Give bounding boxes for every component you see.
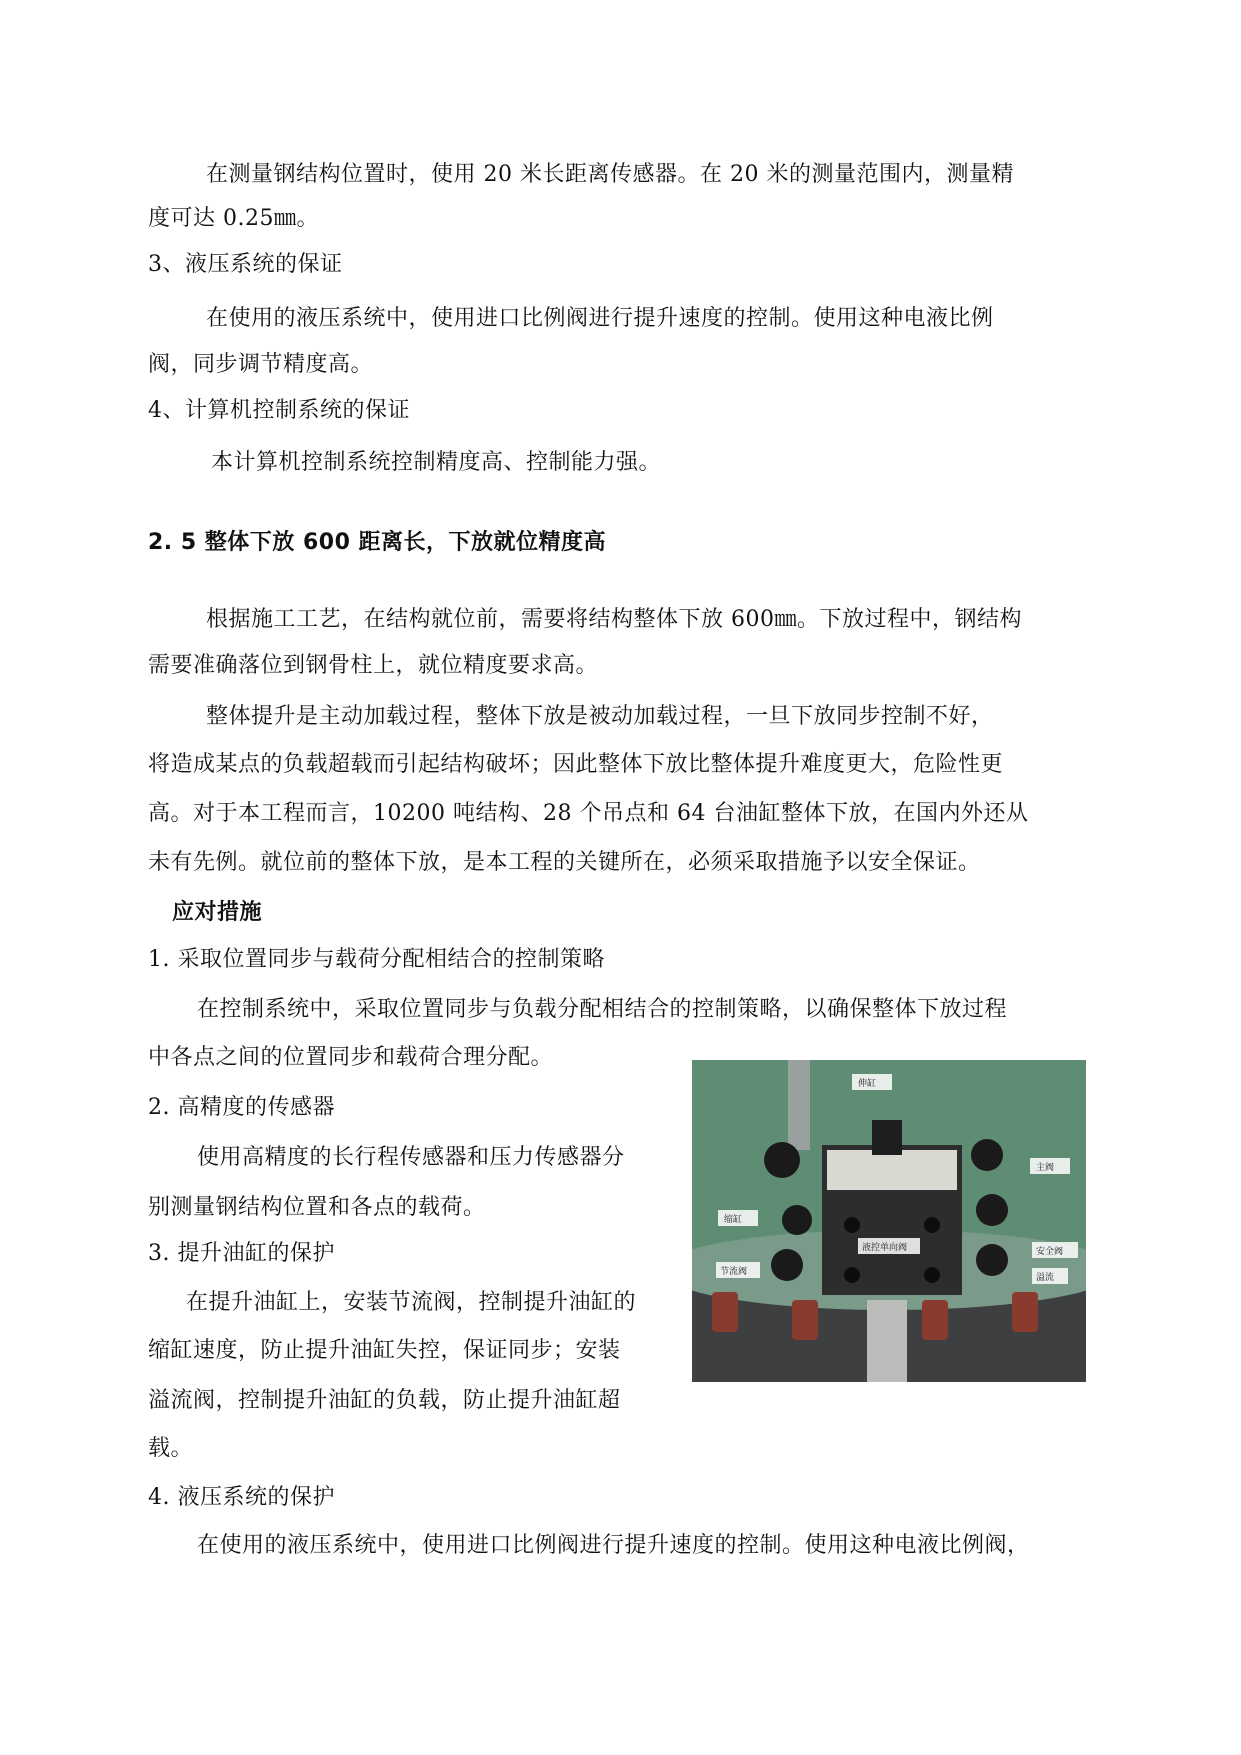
photo-label-center: 液控单向阀 bbox=[862, 1243, 908, 1253]
valve-block-illustration bbox=[692, 1060, 1086, 1382]
paragraph-line: 中各点之间的位置同步和载荷合理分配。 bbox=[148, 1045, 554, 1070]
numbered-heading: 4、计算机控制系统的保证 bbox=[148, 398, 410, 423]
paragraph-line: 未有先例。就位前的整体下放，是本工程的关键所在，必须采取措施予以安全保证。 bbox=[148, 850, 981, 875]
section-heading: 2. 5 整体下放 600 距离长，下放就位精度高 bbox=[148, 530, 607, 555]
paragraph-line: 将造成某点的负载超载而引起结构破坏；因此整体下放比整体提升难度更大，危险性更 bbox=[148, 752, 1004, 777]
photo-label-top: 伸缸 bbox=[858, 1079, 877, 1089]
paragraph-line: 缩缸速度，防止提升油缸失控，保证同步；安装 bbox=[148, 1338, 621, 1363]
photo-label-left-low: 节流阀 bbox=[720, 1267, 748, 1277]
measures-heading: 应对措施 bbox=[172, 900, 263, 925]
paragraph-line: 在提升油缸上，安装节流阀，控制提升油缸的 bbox=[186, 1290, 637, 1315]
paragraph-line: 在测量钢结构位置时，使用 20 米长距离传感器。在 20 米的测量范围内，测量精 bbox=[206, 162, 1014, 187]
photo-label-left-mid: 缩缸 bbox=[724, 1215, 743, 1225]
paragraph-line: 在使用的液压系统中，使用进口比例阀进行提升速度的控制。使用这种电液比例 bbox=[206, 306, 994, 331]
paragraph-line: 高。对于本工程而言，10200 吨结构、28 个吊点和 64 台油缸整体下放，在国内外还从 bbox=[148, 801, 1029, 826]
photo-label-right-mid: 安全阀 bbox=[1036, 1247, 1064, 1257]
paragraph-line: 度可达 0.25㎜。 bbox=[148, 206, 319, 231]
paragraph-line: 使用高精度的长行程传感器和压力传感器分 bbox=[197, 1145, 625, 1170]
paragraph-line: 在控制系统中，采取位置同步与负载分配相结合的控制策略，以确保整体下放过程 bbox=[197, 997, 1008, 1022]
numbered-heading: 4. 液压系统的保护 bbox=[148, 1485, 335, 1510]
photo-label-right-low: 溢流 bbox=[1036, 1273, 1055, 1283]
paragraph-line: 需要准确落位到钢骨柱上，就位精度要求高。 bbox=[148, 653, 599, 678]
paragraph-line: 别测量钢结构位置和各点的载荷。 bbox=[148, 1195, 486, 1220]
numbered-heading: 3、液压系统的保证 bbox=[148, 252, 343, 277]
paragraph-line: 在使用的液压系统中，使用进口比例阀进行提升速度的控制。使用这种电液比例阀， bbox=[197, 1533, 1030, 1558]
photo-label-right-top: 主阀 bbox=[1036, 1163, 1055, 1173]
numbered-heading: 2. 高精度的传感器 bbox=[148, 1095, 335, 1120]
paragraph-line: 根据施工工艺，在结构就位前，需要将结构整体下放 600㎜。下放过程中，钢结构 bbox=[206, 607, 1022, 632]
paragraph-line: 阀，同步调节精度高。 bbox=[148, 352, 374, 377]
numbered-heading: 3. 提升油缸的保护 bbox=[148, 1241, 335, 1266]
paragraph-line: 本计算机控制系统控制精度高、控制能力强。 bbox=[211, 450, 662, 475]
paragraph-line: 溢流阀，控制提升油缸的负载，防止提升油缸超 bbox=[148, 1388, 621, 1413]
numbered-heading: 1. 采取位置同步与载荷分配相结合的控制策略 bbox=[148, 947, 605, 972]
valve-block-photo bbox=[692, 1060, 1086, 1382]
paragraph-line: 载。 bbox=[148, 1436, 194, 1461]
paragraph-line: 整体提升是主动加载过程，整体下放是被动加载过程，一旦下放同步控制不好， bbox=[206, 704, 994, 729]
